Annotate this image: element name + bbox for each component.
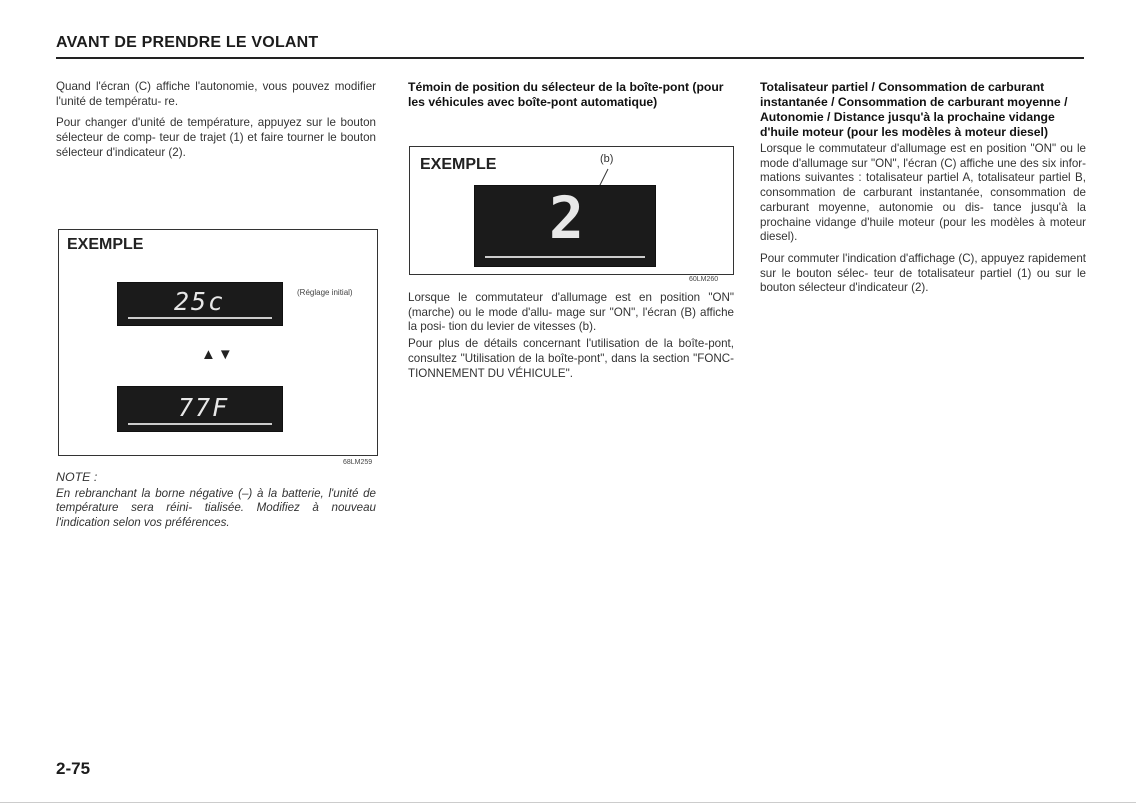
callout-label: (b) xyxy=(600,153,614,165)
paragraph: Lorsque le commutateur d'allumage est en position "ON" (marche) ou le mode d'allu- mage sur "ON", l'écran (B) affiche la posi- tion du levier de vitesses (b). xyxy=(408,291,734,334)
gear-position-value: 2 xyxy=(549,184,584,252)
gear-position-display xyxy=(474,185,656,267)
example-figure-gear-position xyxy=(409,146,734,275)
paragraph: Pour plus de détails concernant l'utilisation de la boîte-pont, consultez "Utilisation de la boîte-pont", dans la section "FONC- TIONNEMENT DU VÉHICULE". xyxy=(408,337,734,380)
paragraph: Pour changer d'unité de température, appuyez sur le bouton sélecteur de comp- teur de trajet (1) et faire tourner le bouton sélecteur d'indicateur (2). xyxy=(56,116,376,159)
note-block xyxy=(56,470,376,531)
subheading: Totalisateur partiel / Consommation de carburant instantanée / Consommation de carburant moyenne / Autonomie / Distance jusqu'à la prochaine vidange d'huile moteur (pour les modèles à moteur diesel) xyxy=(760,80,1068,139)
subheading: Témoin de position du sélecteur de la boîte-pont (pour les véhicules avec boîte-pont automatique) xyxy=(408,80,724,109)
up-down-arrows-icon: ▲▼ xyxy=(201,346,235,363)
note-text: En rebranchant la borne négative (–) à la batterie, l'unité de température sera réini- tialisée. Modifiez à nouveau l'indication selon vos préférences. xyxy=(56,486,376,530)
figure-code: 60LM260 xyxy=(689,276,719,283)
example-title: EXEMPLE xyxy=(67,236,144,253)
section-title: AVANT DE PRENDRE LE VOLANT xyxy=(56,34,319,51)
column-1 xyxy=(56,80,376,168)
initial-setting-label: (Réglage initial) xyxy=(297,288,353,297)
note-heading: NOTE : xyxy=(56,470,98,484)
example-figure-temperature xyxy=(58,229,378,456)
display-value: 25c xyxy=(174,287,226,316)
display-underline xyxy=(485,256,645,258)
example-title: EXEMPLE xyxy=(420,156,497,173)
column-3 xyxy=(760,80,1086,303)
paragraph: Quand l'écran (C) affiche l'autonomie, vous pouvez modifier l'unité de températu- re. xyxy=(56,80,376,108)
paragraph: Lorsque le commutateur d'allumage est en position "ON" ou le mode d'allumage sur "ON", l'écran (C) affiche une des six infor- mations suivantes : totalisateur partiel A, totalisateur partiel B, consommation de carburant instantanée, consommation de carburant moyenne, autonomie ou dis- tance jusqu'à la prochaine vidange d'huile moteur (pour les modèles à moteur diesel). xyxy=(760,142,1086,244)
page-number: 2-75 xyxy=(56,759,91,778)
paragraph: Pour commuter l'indication d'affichage (C), appuyez rapidement sur le bouton sélec- teur de totalisateur partiel (1) ou sur le bouton sélecteur d'indicateur (2). xyxy=(760,251,1086,295)
temperature-display-bottom xyxy=(117,386,283,432)
figure-code: 68LM259 xyxy=(343,459,373,466)
temperature-display-top xyxy=(117,282,283,326)
header-divider xyxy=(56,57,1084,59)
column-2 xyxy=(408,80,734,110)
display-underline xyxy=(128,317,272,319)
display-underline xyxy=(128,423,272,425)
bottom-edge xyxy=(0,802,1136,803)
column-2-body xyxy=(408,291,734,388)
display-value: 77F xyxy=(178,393,230,422)
